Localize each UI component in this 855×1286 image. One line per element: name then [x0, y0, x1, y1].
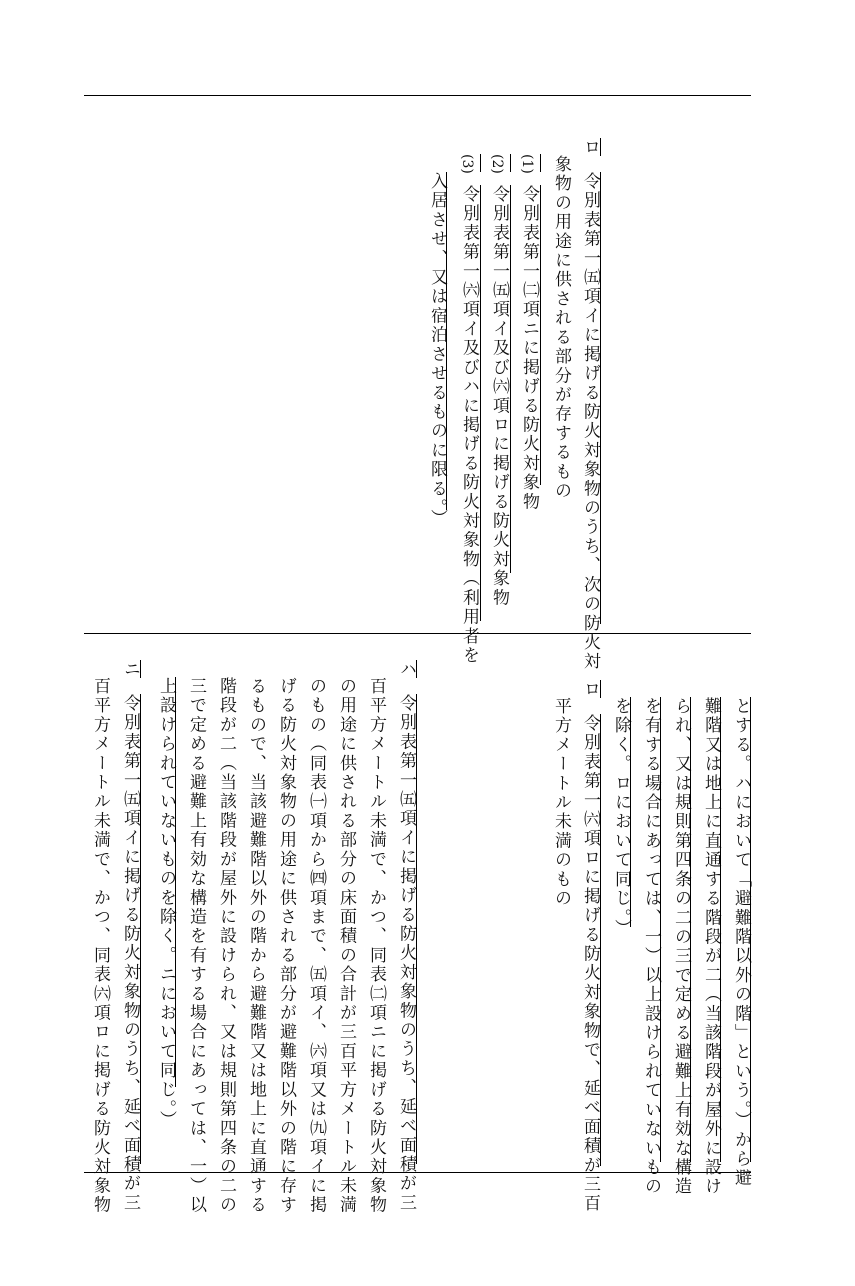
ni-marker-bar	[140, 660, 141, 678]
continuation-line-5: を除く。ロにおいて同じ。）	[611, 697, 631, 939]
ha-line-8: 三で定める避難上有効な構造を有する場合にあっては、一）以	[186, 677, 206, 1215]
lower-ro-marker-bar	[600, 680, 601, 698]
top-rule	[84, 95, 751, 96]
item-1-text-bar	[540, 185, 541, 485]
continuation-line-4: を有する場合にあっては、一）以上設けられていないもの	[641, 697, 661, 1197]
item-1-number: (1)	[519, 154, 535, 174]
item-3-number: (3)	[459, 154, 475, 174]
ha-line-7: 階段が二（当該階段が屋外に設けられ、又は規則第四条の二の	[216, 677, 236, 1215]
item-3-number-bar	[480, 154, 481, 172]
item-2-text-bar	[510, 185, 511, 573]
item-2-text: 令別表第一㈤項イ及び㈥項ロに掲げる防火対象物	[489, 185, 509, 608]
ha-line-6: るもので、当該避難階以外の階から避難階又は地上に直通する	[246, 677, 266, 1215]
lower-ro-marker: ロ	[580, 680, 600, 700]
ni-text-bar	[140, 694, 141, 1164]
ni-line-1: 令別表第一㈤項イに掲げる防火対象物のうち、延べ面積が三	[120, 694, 140, 1213]
ha-line-9: 上設けられていないものを除く。ニにおいて同じ。）	[156, 677, 176, 1130]
ha-line-3: の用途に供される部分の床面積の合計が三百平方メートル未満	[336, 677, 356, 1215]
item-2-number: (2)	[489, 154, 505, 174]
item-3-text-bar	[480, 185, 481, 621]
item-2-number-bar	[510, 154, 511, 172]
continuation-line-3: られ、又は規則第四条の二の三で定める避難上有効な構造	[671, 697, 691, 1197]
continuation-bar-5	[630, 697, 631, 927]
ha-text-bar	[416, 694, 417, 1164]
ro-text-bar	[600, 172, 601, 624]
ro-text-line-1: 令別表第一㈤項イに掲げる防火対象物のうち、次の防火対	[580, 172, 600, 672]
item-3-text: 令別表第一㈥項イ及びハに掲げる防火対象物（利用者を	[459, 185, 479, 666]
middle-rule	[84, 633, 751, 634]
continuation-bar-3	[690, 697, 691, 1162]
ro-marker: ロ	[580, 138, 600, 158]
ni-line-2: 百平方メートル未満で、かつ、同表㈥項ロに掲げる防火対象物	[90, 677, 110, 1215]
ha-line-4: のもの（同表㈠項から㈣項まで、㈤項イ、㈥項又は㈨項イに掲	[306, 677, 326, 1215]
item-3-line-2-bar	[446, 172, 447, 510]
item-1-text: 令別表第一㈡項ニに掲げる防火対象物	[519, 185, 539, 512]
lower-ro-line-1: 令別表第一㈥項ロに掲げる防火対象物で、延べ面積が三百	[580, 714, 600, 1214]
continuation-bar-2	[720, 697, 721, 1162]
ha-line-2: 百平方メートル未満で、かつ、同表㈡項ニに掲げる防火対象物	[366, 677, 386, 1215]
continuation-line-1: とする。ハにおいて「避難階以外の階」という。）から避	[731, 697, 751, 1188]
ro-text-line-2: 象物の用途に供される部分が存するもの	[551, 155, 571, 501]
continuation-bar-4	[660, 697, 661, 1162]
continuation-line-2: 難階又は地上に直通する階段が二（当該階段が屋外に設け	[701, 697, 721, 1197]
ha-line-5: げる防火対象物の用途に供される部分が避難階以外の階に存す	[276, 677, 296, 1215]
item-1-number-bar	[540, 154, 541, 172]
lower-ro-line-2: 平方メートル未満のもの	[551, 697, 571, 909]
lower-ro-text-bar	[600, 714, 601, 1166]
ro-marker-bar	[600, 138, 601, 156]
ha-line-1: 令別表第一㈤項イに掲げる防火対象物のうち、延べ面積が三	[396, 694, 416, 1213]
ha-marker: ハ	[396, 660, 416, 680]
continuation-bar-1	[750, 697, 751, 1162]
ni-marker: ニ	[120, 660, 140, 680]
ha-marker-bar	[416, 660, 417, 678]
ha-last-line-bar	[175, 677, 176, 1087]
item-3-text-line-2: 入居させ、又は宿泊させるものに限る。）	[427, 172, 447, 529]
